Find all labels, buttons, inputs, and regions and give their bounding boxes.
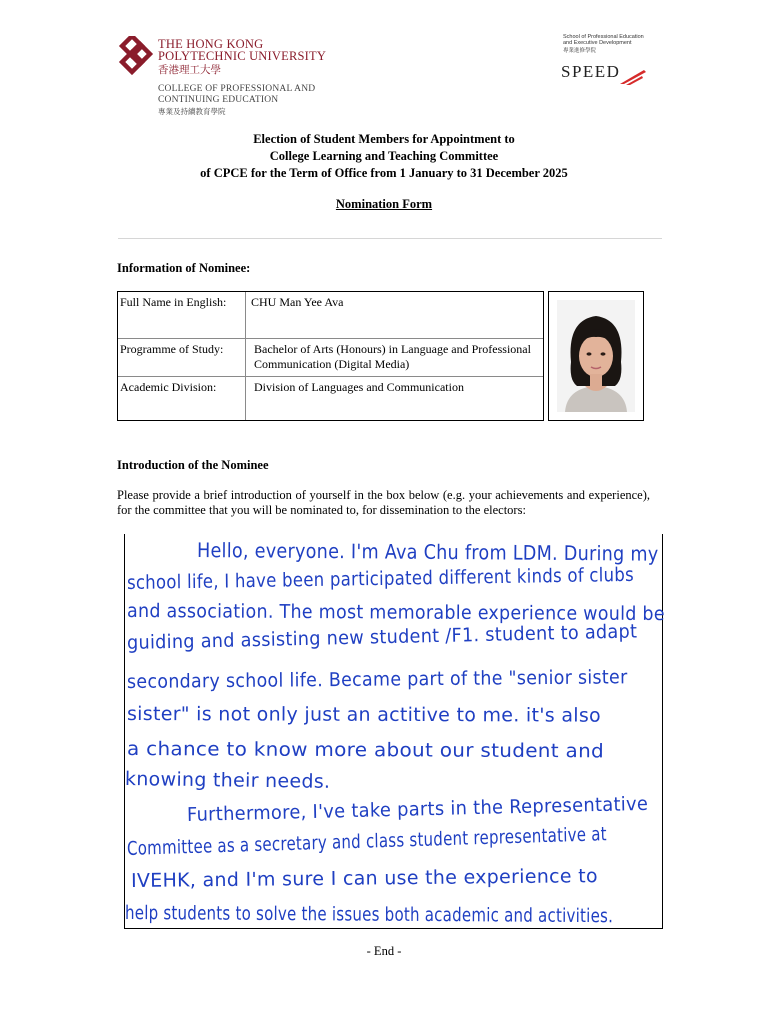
polyu-chinese-name: 香港理工大學 bbox=[158, 65, 221, 76]
title-line-2: College Learning and Teaching Committee bbox=[269, 149, 499, 163]
election-title bbox=[110, 131, 658, 182]
table-row bbox=[118, 377, 543, 420]
polyu-logo bbox=[116, 34, 327, 116]
handwritten-line: sister" is not only just an actitive to me. it's also bbox=[126, 703, 602, 727]
speed-swoosh-icon bbox=[618, 66, 648, 86]
portrait-icon bbox=[557, 300, 635, 412]
title-line-1: Election of Student Members for Appointment to bbox=[253, 132, 515, 146]
cpce-name-line1: COLLEGE OF PROFESSIONAL AND bbox=[158, 84, 316, 94]
handwritten-line: Furthermore, I've take parts in the Representative bbox=[186, 792, 649, 826]
form-title: Nomination Form bbox=[335, 197, 433, 211]
handwritten-line: IVEHK, and I'm sure I can use the experience to bbox=[130, 865, 598, 892]
full-name-label: Full Name in English: bbox=[120, 295, 227, 309]
handwritten-line: help students to solve the issues both academic and activities. bbox=[124, 902, 614, 928]
handwritten-line: Committee as a secretary and class student representative at bbox=[126, 823, 607, 860]
polyu-emblem-icon bbox=[116, 36, 156, 76]
nominee-photo bbox=[557, 300, 635, 412]
handwritten-introduction-box bbox=[124, 534, 663, 929]
introduction-heading: Introduction of the Nominee bbox=[117, 458, 269, 472]
end-marker: - End - bbox=[366, 944, 402, 958]
speed-subtitle-line1: School of Professional Education bbox=[563, 34, 644, 40]
table-row bbox=[118, 339, 543, 377]
programme-value: Bachelor of Arts (Honours) in Language and Professional Communication (Digital Media) bbox=[254, 342, 531, 371]
handwritten-line: secondary school life. Became part of the "senior sister bbox=[126, 666, 628, 693]
speed-chinese-name: 專業進修學院 bbox=[563, 48, 597, 54]
nominee-info-heading: Information of Nominee: bbox=[117, 261, 251, 275]
programme-label: Programme of Study: bbox=[120, 342, 224, 356]
division-label: Academic Division: bbox=[120, 380, 217, 394]
handwritten-line: Hello, everyone. I'm Ava Chu from LDM. During my bbox=[196, 538, 659, 566]
nominee-info-table bbox=[117, 291, 544, 421]
division-value: Division of Languages and Communication bbox=[254, 380, 464, 394]
speed-wordmark: SPEED bbox=[561, 62, 621, 81]
handwritten-line: guiding and assisting new student /F1. student to adapt bbox=[126, 620, 638, 654]
cpce-name-line2: CONTINUING EDUCATION bbox=[158, 95, 279, 105]
handwritten-line: knowing their needs. bbox=[124, 768, 331, 793]
polyu-name-line1: THE HONG KONG bbox=[158, 37, 264, 51]
introduction-instruction: Please provide a brief introduction of yourself in the box below (e.g. your achievements and experience), for the committee that you will be nominated to, for dissemination to the electors: bbox=[117, 488, 650, 517]
cpce-chinese-name: 專業及持續教育學院 bbox=[158, 107, 226, 116]
handwritten-line: a chance to know more about our student and bbox=[126, 738, 605, 763]
speed-subtitle-line2: and Executive Development bbox=[563, 40, 632, 46]
table-column-divider bbox=[245, 292, 246, 420]
polyu-name-line2: POLYTECHNIC UNIVERSITY bbox=[158, 49, 327, 63]
handwritten-line: and association. The most memorable experience would be bbox=[126, 600, 665, 626]
full-name-value: CHU Man Yee Ava bbox=[251, 295, 344, 309]
nominee-photo-frame bbox=[548, 291, 644, 421]
divider bbox=[118, 238, 662, 239]
table-row bbox=[118, 292, 543, 339]
speed-logo bbox=[558, 34, 668, 94]
handwritten-line: school life, I have been participated different kinds of clubs bbox=[126, 563, 635, 594]
title-line-3: of CPCE for the Term of Office from 1 January to 31 December 2025 bbox=[200, 166, 568, 180]
